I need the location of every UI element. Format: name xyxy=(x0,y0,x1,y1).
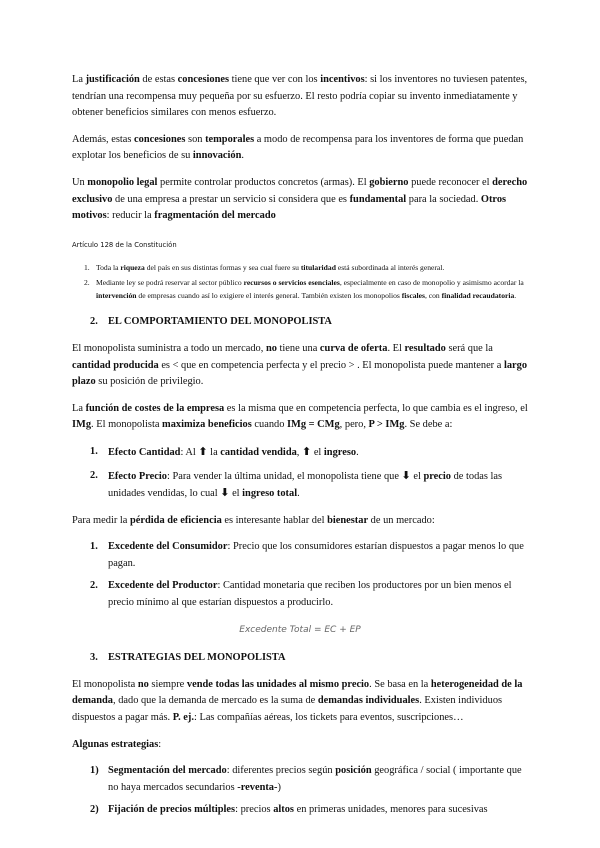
effects-list xyxy=(72,444,528,503)
arrow-up-icon: ⬆ xyxy=(198,444,208,458)
section-heading-comportamiento: 2. EL COMPORTAMIENTO DEL MONOPOLISTA xyxy=(90,316,332,328)
arrow-up-icon: ⬆ xyxy=(302,444,312,458)
list-item: 1. Toda la riqueza del país en sus distintas formas y sea cual fuere su titularidad está subordinada al interés general. xyxy=(84,263,445,273)
article-title: Artículo 128 de la Constitución xyxy=(72,240,177,249)
article-list xyxy=(72,261,528,302)
list-item: 2) Fijación de precios múltiples: precios altos en primeras unidades, menores para sucesivas xyxy=(90,804,488,816)
paragraph-perdida-eficiencia: Para medir la pérdida de eficiencia es interesante hablar del bienestar de un mercado: xyxy=(72,514,435,526)
list-item: 2. Excedente del Productor: Cantidad monetaria que reciben los productores por un bien menos el precio mínimo al que estarían dispuestos a producirlo. xyxy=(90,580,512,609)
list-item: 2. Mediante ley se podrá reservar al sector público recursos o servicios esenciales, especialmente en caso de monopolio y asimismo acordar la intervención de empresas cuando así lo exigiere el interés general. También existen los monopolios fiscales, con finalidad recaudatoria. xyxy=(84,278,524,301)
document-page xyxy=(72,72,528,829)
arrow-down-icon: ⬇ xyxy=(401,468,411,482)
strategies-title: Algunas estrategias: xyxy=(72,738,162,750)
list-item: 1. Excedente del Consumidor: Precio que los consumidores estarían dispuestos a pagar menos lo que pagan. xyxy=(90,541,524,569)
arrow-down-icon: ⬇ xyxy=(220,486,230,500)
paragraph-monopolista-mercado: El monopolista suministra a todo un mercado, no tiene una curva de oferta. El resultado será que la cantidad producida es < que en competencia perfecta y el precio > . El monopolista puede mantener a largo plazo su posición de privilegio. xyxy=(72,342,528,388)
strategies-list xyxy=(72,763,528,819)
paragraph-precios-diferentes: El monopolista no siempre vende todas las unidades al mismo precio. Se basa en la heterogeneidad de la demanda, dado que la demanda de mercado es la suma de demandas individuales. Existen individuos dispuestos a pagar más. P. ej.: Las compañías aéreas, los tickets para eventos, suscripciones… xyxy=(72,678,523,724)
excedente-total-formula: Excedente Total = EC + EP xyxy=(239,624,361,635)
paragraph-monopolio-legal: Un monopolio legal permite controlar productos concretos (armas). El gobierno puede reconocer el derecho exclusivo de una empresa a prestar un servicio si considera que es fundamental para la sociedad. Otros motivos: reducir la fragmentación del mercado xyxy=(72,176,528,222)
section-heading-estrategias: 3. ESTRATEGIAS DEL MONOPOLISTA xyxy=(90,652,286,664)
surplus-list xyxy=(72,539,528,611)
paragraph-concesiones: Además, estas concesiones son temporales a modo de recompensa para los inventores de forma que puedan explotar los beneficios de su innovación. xyxy=(72,133,524,162)
paragraph-funcion-costes: La función de costes de la empresa es la misma que en competencia perfecta, lo que cambia es el ingreso, el IMg. El monopolista maximiza beneficios cuando IMg = CMg, pero, P > IMg. Se debe a: xyxy=(72,402,528,431)
list-item: 1) Segmentación del mercado: diferentes precios según posición geográfica / social ( importante que no haya mercados secundarios -reventa-) xyxy=(90,765,522,793)
list-item: 1. Efecto Cantidad: Al ⬆ la cantidad vendida, ⬆ el ingreso. xyxy=(90,444,359,458)
paragraph-justificacion: La justificación de estas concesiones tiene que ver con los incentivos: si los inventores no tuviesen patentes, tendrían una recompensa muy pequeña por su esfuerzo. El resto podría copiar su invento inmediatamente y obtener beneficios similares con menos esfuerzo. xyxy=(72,74,528,119)
list-item: 2. Efecto Precio: Para vender la última unidad, el monopolista tiene que ⬇ el precio de todas las unidades vendidas, lo cual ⬇ el ingreso total. xyxy=(90,468,503,500)
